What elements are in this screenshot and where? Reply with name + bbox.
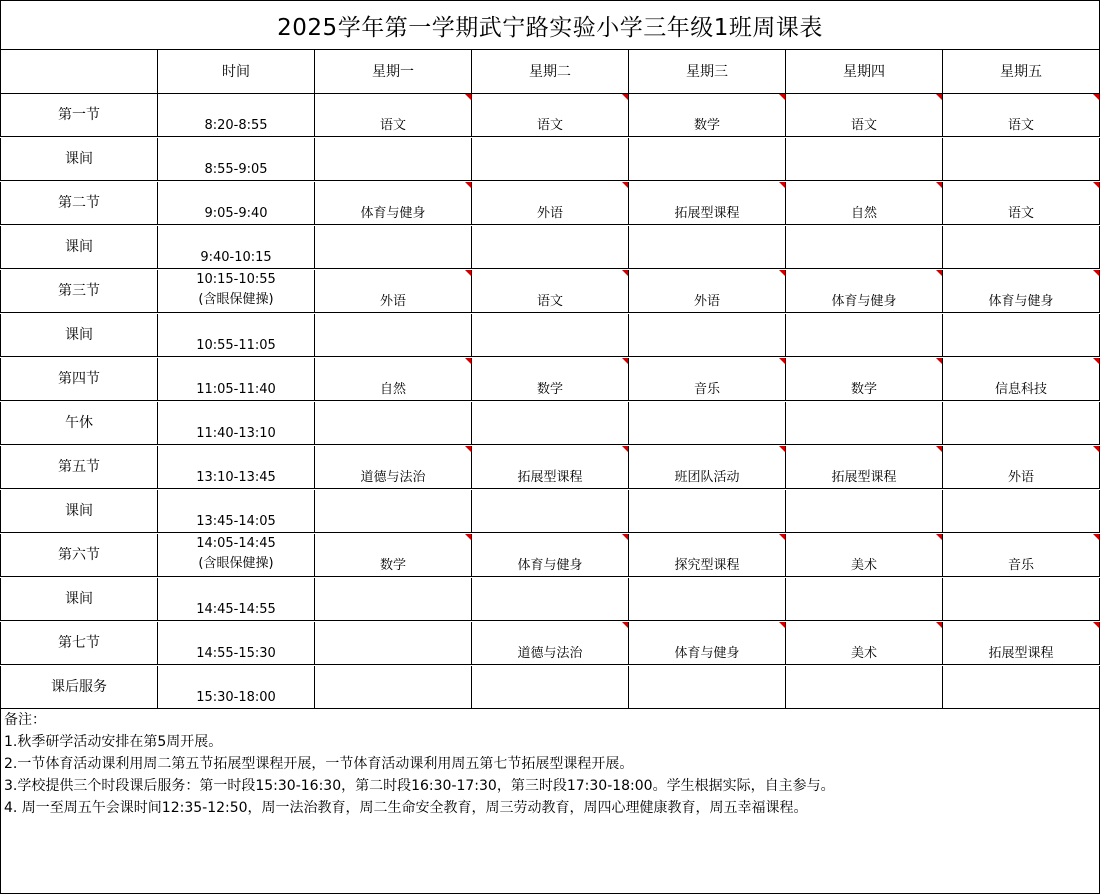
comment-indicator-icon[interactable]	[936, 182, 942, 188]
comment-indicator-icon[interactable]	[465, 534, 471, 540]
comment-indicator-icon[interactable]	[465, 358, 471, 364]
time-cell[interactable]	[158, 270, 315, 313]
time-range: 14:55-15:30	[196, 646, 276, 661]
table-row	[0, 446, 1100, 490]
header-cell-friday[interactable]: 星期五	[943, 49, 1100, 94]
subject-cell-wednesday[interactable]	[629, 446, 786, 489]
comment-indicator-icon[interactable]	[622, 622, 628, 628]
subject-cell-thursday[interactable]	[786, 402, 943, 445]
subject-text: 语文	[379, 118, 406, 133]
subject-cell-wednesday[interactable]	[629, 402, 786, 445]
comment-indicator-icon[interactable]	[936, 94, 942, 100]
comment-indicator-icon[interactable]	[779, 94, 785, 100]
subject-cell-wednesday[interactable]	[629, 94, 786, 137]
comment-indicator-icon[interactable]	[1093, 270, 1099, 276]
subject-cell-monday[interactable]	[315, 402, 472, 445]
subject-cell-tuesday[interactable]	[472, 534, 629, 577]
subject-text: 数学	[536, 382, 563, 397]
subject-text: 外语	[693, 294, 720, 309]
comment-indicator-icon[interactable]	[622, 270, 628, 276]
table-row	[0, 666, 1100, 710]
subject-text: 语文	[1007, 206, 1034, 221]
time-range: 14:45-14:55	[196, 602, 276, 617]
note-line: 3.学校提供三个时段课后服务：第一时段15:30-16:30，第二时段16:30-17:30，第三时段17:30-18:00。学生根据实际，自主参与。	[4, 778, 835, 794]
subject-text: 语文	[1007, 118, 1034, 133]
subject-cell-thursday[interactable]	[786, 446, 943, 489]
time-cell[interactable]	[158, 314, 315, 357]
subject-text: 语文	[850, 118, 877, 133]
time-range: 13:10-13:45	[196, 470, 276, 485]
subject-text: 拓展型课程	[988, 646, 1054, 661]
table-row	[0, 490, 1100, 534]
subject-text: 自然	[379, 382, 406, 397]
subject-cell-friday[interactable]	[943, 94, 1100, 137]
subject-cell-wednesday[interactable]	[629, 534, 786, 577]
subject-text: 音乐	[1007, 558, 1034, 573]
comment-indicator-icon[interactable]	[779, 622, 785, 628]
time-range: 11:40-13:10	[196, 426, 276, 441]
comment-indicator-icon[interactable]	[465, 182, 471, 188]
subject-cell-friday[interactable]	[943, 666, 1100, 709]
subject-cell-monday[interactable]	[315, 666, 472, 709]
subject-text: 体育与健身	[517, 558, 583, 573]
comment-indicator-icon[interactable]	[622, 358, 628, 364]
subject-cell-monday[interactable]	[315, 578, 472, 621]
period-label-cell[interactable]: 第一节	[0, 94, 158, 137]
subject-cell-friday[interactable]	[943, 402, 1100, 445]
period-label-cell[interactable]: 第二节	[0, 182, 158, 225]
comment-indicator-icon[interactable]	[936, 270, 942, 276]
comment-indicator-icon[interactable]	[779, 270, 785, 276]
subject-cell-wednesday[interactable]	[629, 490, 786, 533]
subject-cell-friday[interactable]	[943, 534, 1100, 577]
subject-text: 美术	[850, 646, 877, 661]
time-range: 10:15-10:55	[196, 272, 276, 287]
subject-text: 外语	[379, 294, 406, 309]
subject-cell-friday[interactable]	[943, 578, 1100, 621]
subject-text: 探究型课程	[674, 558, 740, 573]
subject-cell-wednesday[interactable]	[629, 270, 786, 313]
subject-cell-thursday[interactable]	[786, 182, 943, 225]
header-cell-corner[interactable]	[0, 49, 158, 94]
subject-cell-tuesday[interactable]	[472, 666, 629, 709]
period-label-cell[interactable]: 第四节	[0, 358, 158, 401]
table-row	[0, 622, 1100, 666]
notes-section[interactable]	[0, 709, 1100, 894]
subject-cell-tuesday[interactable]	[472, 446, 629, 489]
subject-cell-monday[interactable]	[315, 94, 472, 137]
subject-text: 数学	[693, 118, 720, 133]
table-row	[0, 182, 1100, 226]
subject-cell-tuesday[interactable]	[472, 182, 629, 225]
subject-cell-thursday[interactable]	[786, 490, 943, 533]
subject-text: 自然	[850, 206, 877, 221]
subject-cell-monday[interactable]	[315, 138, 472, 181]
table-row	[0, 402, 1100, 446]
time-cell[interactable]	[158, 666, 315, 709]
comment-indicator-icon[interactable]	[1093, 182, 1099, 188]
time-note: (含眼保健操)	[198, 556, 274, 571]
comment-indicator-icon[interactable]	[1093, 534, 1099, 540]
subject-cell-monday[interactable]	[315, 622, 472, 665]
subject-cell-friday[interactable]	[943, 270, 1100, 313]
time-range: 9:40-10:15	[200, 250, 272, 265]
comment-indicator-icon[interactable]	[779, 534, 785, 540]
subject-cell-friday[interactable]	[943, 622, 1100, 665]
comment-indicator-icon[interactable]	[1093, 622, 1099, 628]
subject-cell-monday[interactable]	[315, 490, 472, 533]
comment-indicator-icon[interactable]	[465, 94, 471, 100]
subject-cell-monday[interactable]	[315, 446, 472, 489]
subject-text: 拓展型课程	[674, 206, 740, 221]
subject-cell-wednesday[interactable]	[629, 358, 786, 401]
subject-text: 班团队活动	[674, 470, 740, 485]
period-label-cell[interactable]: 第三节	[0, 270, 158, 313]
time-range: 11:05-11:40	[196, 382, 276, 397]
subject-text: 数学	[850, 382, 877, 397]
comment-indicator-icon[interactable]	[465, 270, 471, 276]
subject-cell-thursday[interactable]	[786, 94, 943, 137]
subject-cell-tuesday[interactable]	[472, 358, 629, 401]
period-label-cell[interactable]: 课间	[0, 226, 158, 269]
subject-text: 美术	[850, 558, 877, 573]
subject-cell-wednesday[interactable]	[629, 666, 786, 709]
period-label-cell[interactable]: 午休	[0, 402, 158, 445]
table-row	[0, 578, 1100, 622]
time-range: 13:45-14:05	[196, 514, 276, 529]
period-label-cell[interactable]: 课后服务	[0, 666, 158, 709]
table-row	[0, 534, 1100, 578]
time-range: 15:30-18:00	[196, 690, 276, 705]
comment-indicator-icon[interactable]	[1093, 446, 1099, 452]
period-label-cell[interactable]: 课间	[0, 138, 158, 181]
subject-cell-thursday[interactable]	[786, 622, 943, 665]
subject-text: 体育与健身	[674, 646, 740, 661]
subject-text: 拓展型课程	[517, 470, 583, 485]
subject-cell-tuesday[interactable]	[472, 94, 629, 137]
note-line: 4. 周一至周五午会课时间12:35-12:50，周一法治教育，周二生命安全教育，周三劳动教育，周四心理健康教育，周五幸福课程。	[4, 800, 808, 816]
subject-text: 体育与健身	[360, 206, 426, 221]
subject-cell-tuesday[interactable]	[472, 314, 629, 357]
comment-indicator-icon[interactable]	[779, 358, 785, 364]
header-cell-monday[interactable]: 星期一	[315, 49, 472, 94]
subject-cell-thursday[interactable]	[786, 138, 943, 181]
comment-indicator-icon[interactable]	[622, 182, 628, 188]
page-title: 2025学年第一学期武宁路实验小学三年级1班周课表	[0, 0, 1100, 50]
subject-cell-monday[interactable]	[315, 358, 472, 401]
subject-cell-tuesday[interactable]	[472, 622, 629, 665]
subject-cell-thursday[interactable]	[786, 666, 943, 709]
table-row	[0, 314, 1100, 358]
subject-cell-wednesday[interactable]	[629, 314, 786, 357]
subject-text: 体育与健身	[831, 294, 897, 309]
header-row	[0, 49, 1100, 93]
header-cell-wednesday[interactable]: 星期三	[629, 49, 786, 94]
period-label-cell[interactable]: 课间	[0, 490, 158, 533]
subject-text: 拓展型课程	[831, 470, 897, 485]
subject-cell-tuesday[interactable]	[472, 270, 629, 313]
subject-cell-tuesday[interactable]	[472, 490, 629, 533]
subject-cell-friday[interactable]	[943, 138, 1100, 181]
subject-cell-tuesday[interactable]	[472, 402, 629, 445]
time-note: (含眼保健操)	[198, 292, 274, 307]
time-cell[interactable]	[158, 534, 315, 577]
subject-text: 道德与法治	[517, 646, 583, 661]
comment-indicator-icon[interactable]	[465, 446, 471, 452]
time-cell[interactable]	[158, 94, 315, 137]
note-line: 2.一节体育活动课利用周二第五节拓展型课程开展，一节体育活动课利用周五第七节拓展型课程开展。	[4, 756, 634, 772]
subject-cell-friday[interactable]	[943, 358, 1100, 401]
subject-text: 语文	[536, 118, 563, 133]
subject-cell-friday[interactable]	[943, 226, 1100, 269]
subject-cell-friday[interactable]	[943, 446, 1100, 489]
table-row	[0, 270, 1100, 314]
subject-cell-wednesday[interactable]	[629, 138, 786, 181]
subject-text: 外语	[536, 206, 563, 221]
header-cell-tuesday[interactable]: 星期二	[472, 49, 629, 94]
subject-cell-wednesday[interactable]	[629, 578, 786, 621]
header-cell-thursday[interactable]: 星期四	[786, 49, 943, 94]
subject-cell-tuesday[interactable]	[472, 138, 629, 181]
subject-cell-thursday[interactable]	[786, 226, 943, 269]
time-cell[interactable]	[158, 358, 315, 401]
time-range: 8:55-9:05	[204, 162, 268, 177]
subject-cell-wednesday[interactable]	[629, 182, 786, 225]
time-cell[interactable]	[158, 490, 315, 533]
comment-indicator-icon[interactable]	[622, 446, 628, 452]
subject-cell-thursday[interactable]	[786, 534, 943, 577]
time-cell[interactable]	[158, 226, 315, 269]
comment-indicator-icon[interactable]	[936, 622, 942, 628]
time-cell[interactable]	[158, 182, 315, 225]
subject-cell-monday[interactable]	[315, 182, 472, 225]
note-line: 1.秋季研学活动安排在第5周开展。	[4, 734, 223, 750]
subject-cell-thursday[interactable]	[786, 270, 943, 313]
time-cell[interactable]	[158, 138, 315, 181]
comment-indicator-icon[interactable]	[1093, 358, 1099, 364]
subject-text: 体育与健身	[988, 294, 1054, 309]
subject-text: 信息科技	[994, 382, 1047, 397]
period-label-cell[interactable]: 第六节	[0, 534, 158, 577]
time-cell[interactable]	[158, 622, 315, 665]
comment-indicator-icon[interactable]	[779, 182, 785, 188]
subject-cell-monday[interactable]	[315, 270, 472, 313]
time-range: 8:20-8:55	[204, 118, 268, 133]
comment-indicator-icon[interactable]	[622, 94, 628, 100]
header-cell-time[interactable]: 时间	[158, 49, 315, 94]
time-cell[interactable]	[158, 402, 315, 445]
subject-cell-tuesday[interactable]	[472, 578, 629, 621]
subject-text: 数学	[379, 558, 406, 573]
subject-cell-monday[interactable]	[315, 534, 472, 577]
table-row	[0, 138, 1100, 182]
subject-text: 外语	[1007, 470, 1034, 485]
subject-cell-wednesday[interactable]	[629, 622, 786, 665]
time-cell[interactable]	[158, 446, 315, 489]
subject-cell-thursday[interactable]	[786, 358, 943, 401]
subject-cell-monday[interactable]	[315, 226, 472, 269]
notes-heading: 备注：	[4, 712, 46, 728]
time-range: 9:05-9:40	[204, 206, 268, 221]
table-row	[0, 226, 1100, 270]
time-range: 14:05-14:45	[196, 536, 276, 551]
comment-indicator-icon[interactable]	[1093, 94, 1099, 100]
table-row	[0, 358, 1100, 402]
subject-cell-wednesday[interactable]	[629, 226, 786, 269]
comment-indicator-icon[interactable]	[936, 358, 942, 364]
period-label-cell[interactable]: 课间	[0, 578, 158, 621]
comment-indicator-icon[interactable]	[779, 446, 785, 452]
subject-cell-thursday[interactable]	[786, 314, 943, 357]
table-row	[0, 94, 1100, 138]
subject-cell-friday[interactable]	[943, 490, 1100, 533]
subject-cell-friday[interactable]	[943, 182, 1100, 225]
time-range: 10:55-11:05	[196, 338, 276, 353]
subject-text: 语文	[536, 294, 563, 309]
period-label-cell[interactable]: 第七节	[0, 622, 158, 665]
subject-text: 道德与法治	[360, 470, 426, 485]
time-cell[interactable]	[158, 578, 315, 621]
subject-cell-thursday[interactable]	[786, 578, 943, 621]
subject-cell-monday[interactable]	[315, 314, 472, 357]
comment-indicator-icon[interactable]	[936, 446, 942, 452]
period-label-cell[interactable]: 课间	[0, 314, 158, 357]
subject-cell-tuesday[interactable]	[472, 226, 629, 269]
subject-text: 音乐	[693, 382, 720, 397]
comment-indicator-icon[interactable]	[936, 534, 942, 540]
subject-cell-friday[interactable]	[943, 314, 1100, 357]
period-label-cell[interactable]: 第五节	[0, 446, 158, 489]
comment-indicator-icon[interactable]	[622, 534, 628, 540]
